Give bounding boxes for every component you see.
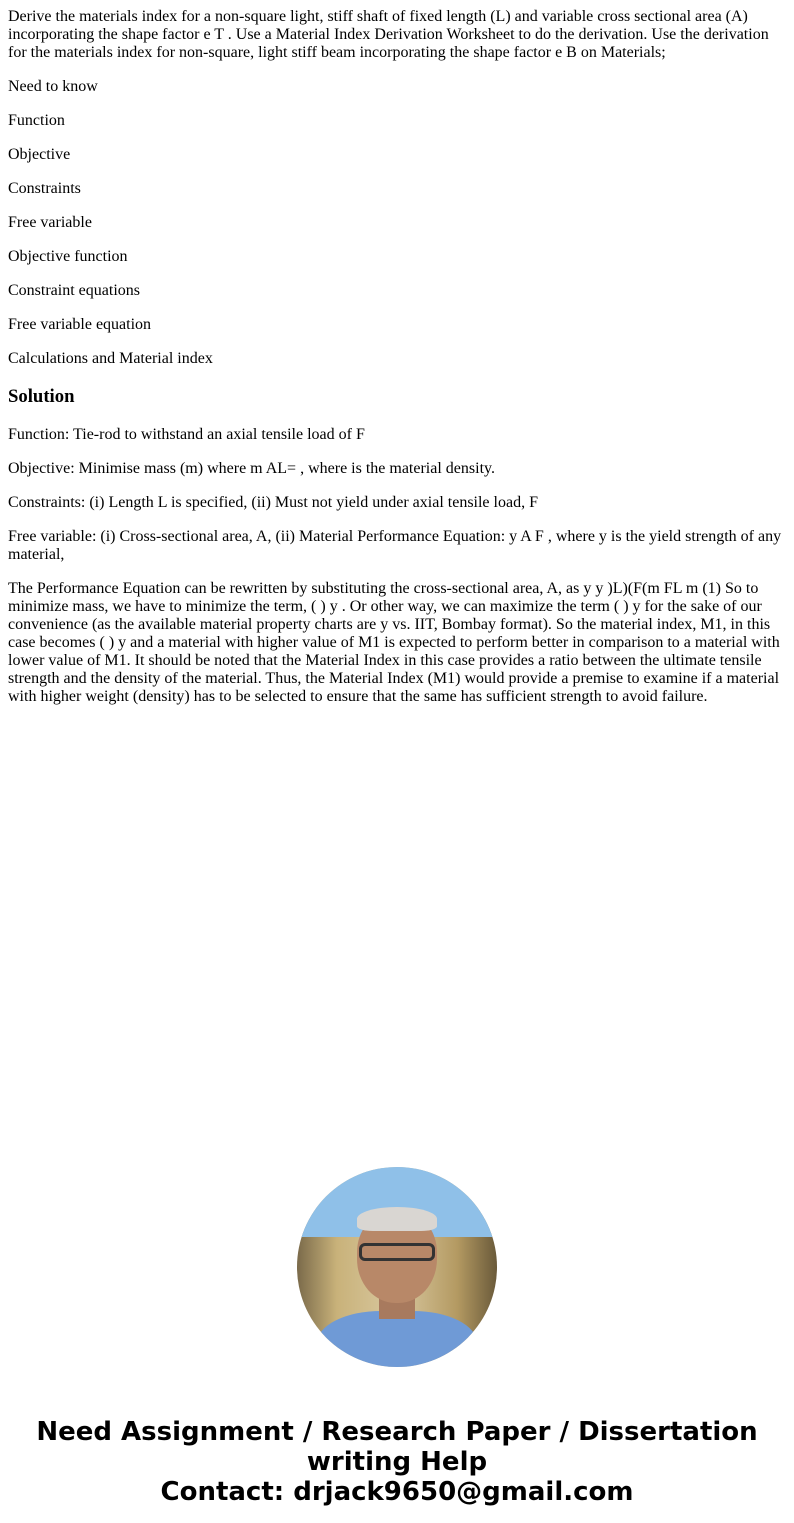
footer-contact	[8, 1417, 786, 1507]
question-item: Function	[8, 112, 65, 129]
avatar-shirt	[317, 1311, 477, 1367]
question-item: Constraints	[8, 180, 81, 197]
question-item: Objective	[8, 146, 71, 163]
question-item: Calculations and Material index	[8, 350, 213, 367]
avatar-glasses	[359, 1243, 435, 1261]
footer-help-line: Need Assignment / Research Paper / Dissertation writing Help	[36, 1417, 758, 1477]
solution-paragraph: Objective: Minimise mass (m) where m AL= , where is the material density.	[8, 460, 495, 477]
solution-paragraph: Free variable: (i) Cross-sectional area, A, (ii) Material Performance Equation: y A F , where y is the yield strength of any material,	[8, 528, 782, 563]
question-item: Free variable	[8, 214, 92, 231]
solution-paragraph: Function: Tie-rod to withstand an axial tensile load of F	[8, 426, 365, 443]
spacer	[8, 722, 786, 1167]
footer-email-line: Contact: drjack9650@gmail.com	[160, 1477, 634, 1507]
avatar-hair	[357, 1207, 437, 1231]
question-item: Objective function	[8, 248, 128, 265]
author-avatar	[297, 1167, 497, 1367]
solution-paragraph: Constraints: (i) Length L is specified, (ii) Must not yield under axial tensile load, F	[8, 494, 538, 511]
question-item: Free variable equation	[8, 316, 152, 333]
question-item: Need to know	[8, 78, 98, 95]
solution-heading: Solution	[8, 386, 75, 407]
question-item: Constraint equations	[8, 282, 140, 299]
question-intro: Derive the materials index for a non-square light, stiff shaft of fixed length (L) and variable cross sectional area (A) incorporating the shape factor e T . Use a Material Index Derivation Worksheet to do the derivation. Use the derivation for the materials index for non-square, light stiff beam incorporating the shape factor e B on Materials;	[8, 8, 769, 61]
solution-paragraph: The Performance Equation can be rewritten by substituting the cross-sectional area, A, as y y )L)(F(m FL m (1) So to minimize mass, we have to minimize the term, ( ) y . Or other way, we can maximize the term ( ) y for the sake of our convenience (as the available material property charts are y vs. IIT, Bombay format). So the material index, M1, in this case becomes ( ) y and a material with higher value of M1 is expected to perform better in comparison to a material with lower value of M1. It should be noted that the Material Index in this case provides a ratio between the ultimate tensile strength and the density of the material. Thus, the Material Index (M1) would provide a premise to examine if a material with higher weight (density) has to be selected to ensure that the same has sufficient strength to avoid failure.	[8, 580, 780, 705]
